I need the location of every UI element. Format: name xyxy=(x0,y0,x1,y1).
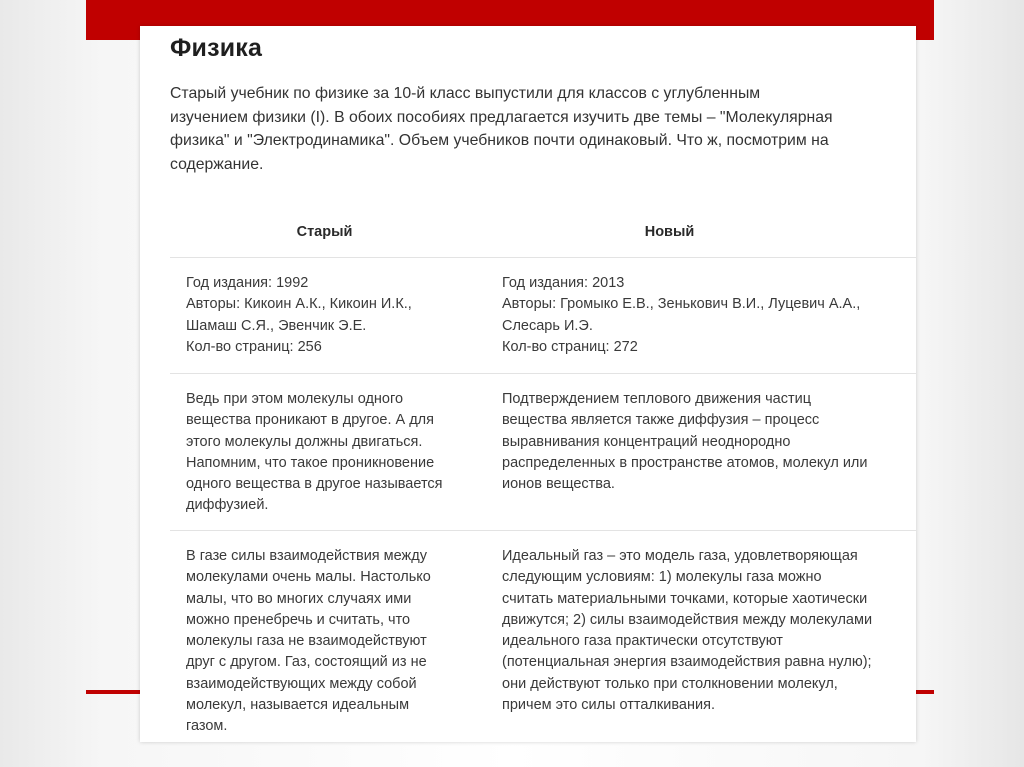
cell-line: Год издания: 2013 xyxy=(502,275,625,291)
cell-new xyxy=(486,258,916,373)
cell-line: Идеальный газ – это модель газа, удовлетворяющая xyxy=(502,548,858,564)
document-screenshot xyxy=(140,26,916,742)
cell-line: они действуют только при столкновении молекул, xyxy=(502,675,838,692)
cell-line: Авторы: Кикоин А.К., Кикоин И.К., xyxy=(186,296,412,313)
intro-line: изучением физики (I). В обоих пособиях предлагается изучить две темы – "Молекулярная xyxy=(170,108,833,126)
cell-line: молекулами очень малы. Настолько xyxy=(186,569,431,586)
cell-line: Подтверждением теплового движения частиц xyxy=(502,391,812,407)
cell-line: вещества проникают в другое. А для xyxy=(186,412,434,429)
cell-line: малы, что во многих случаях ими xyxy=(186,590,412,607)
table-row xyxy=(170,374,916,531)
cell-line: диффузией. xyxy=(186,497,269,514)
cell-line: друг с другом. Газ, состоящий из не xyxy=(186,654,427,671)
cell-line: этого молекулы должны двигаться. xyxy=(186,433,423,450)
cell-line: В газе силы взаимодействия между xyxy=(186,548,427,564)
comparison-table xyxy=(170,214,916,742)
page-title: Физика xyxy=(170,34,263,62)
cell-old xyxy=(170,258,486,373)
cell-line: Ведь при этом молекулы одного xyxy=(186,391,404,407)
cell-line: Слесарь И.Э. xyxy=(502,317,593,334)
cell-line: следующим условиям: 1) молекулы газа можно xyxy=(502,569,822,586)
cell-line: ионов вещества. xyxy=(502,476,615,493)
intro-paragraph xyxy=(170,82,914,176)
cell-line: Напомним, что такое проникновение xyxy=(186,454,435,471)
cell-line: (потенциальная энергия взаимодействия равна нулю); xyxy=(502,654,872,671)
cell-line: Кол-во страниц: 256 xyxy=(186,338,322,355)
header-new: Новый xyxy=(644,224,695,240)
cell-line: Авторы: Громыко Е.В., Зенькович В.И., Луцевич А.А., xyxy=(502,296,861,313)
cell-old xyxy=(170,531,486,742)
cell-line: выравнивания концентраций неоднородно xyxy=(502,433,791,450)
intro-line: содержание. xyxy=(170,155,264,173)
cell-new xyxy=(486,531,916,742)
intro-line: физика" и "Электродинамика". Объем учебников почти одинаковый. Что ж, посмотрим на xyxy=(170,132,829,149)
cell-line: взаимодействующих между собой xyxy=(186,675,417,692)
cell-line: считать материальными точками, которые хаотически xyxy=(502,590,868,607)
cell-line: идеального газа практически отсутствуют xyxy=(502,633,783,650)
cell-line: молекул, называется идеальным xyxy=(186,697,410,714)
cell-line: причем это силы отталкивания. xyxy=(502,697,715,714)
intro-line: Старый учебник по физике за 10-й класс выпустили для классов с углубленным xyxy=(170,85,761,102)
cell-line: Кол-во страниц: 272 xyxy=(502,338,638,355)
cell-line: одного вещества в другое называется xyxy=(186,476,443,493)
cell-line: можно пренебречь и считать, что xyxy=(186,611,411,628)
cell-line: Год издания: 1992 xyxy=(186,275,309,291)
cell-line: движутся; 2) силы взаимодействия между молекулами xyxy=(502,611,873,628)
cell-new xyxy=(486,374,916,530)
cell-line: молекулы газа не взаимодействуют xyxy=(186,633,427,650)
cell-line: вещества является также диффузия – процесс xyxy=(502,412,820,429)
cell-line: газом. xyxy=(186,718,228,735)
table-row xyxy=(170,258,916,374)
cell-line: Шамаш С.Я., Эвенчик Э.Е. xyxy=(186,317,367,334)
table-header-row xyxy=(170,214,916,258)
cell-old xyxy=(170,374,486,530)
cell-line: распределенных в пространстве атомов, молекул или xyxy=(502,454,868,471)
header-old: Старый xyxy=(296,224,353,240)
table-row xyxy=(170,531,916,742)
